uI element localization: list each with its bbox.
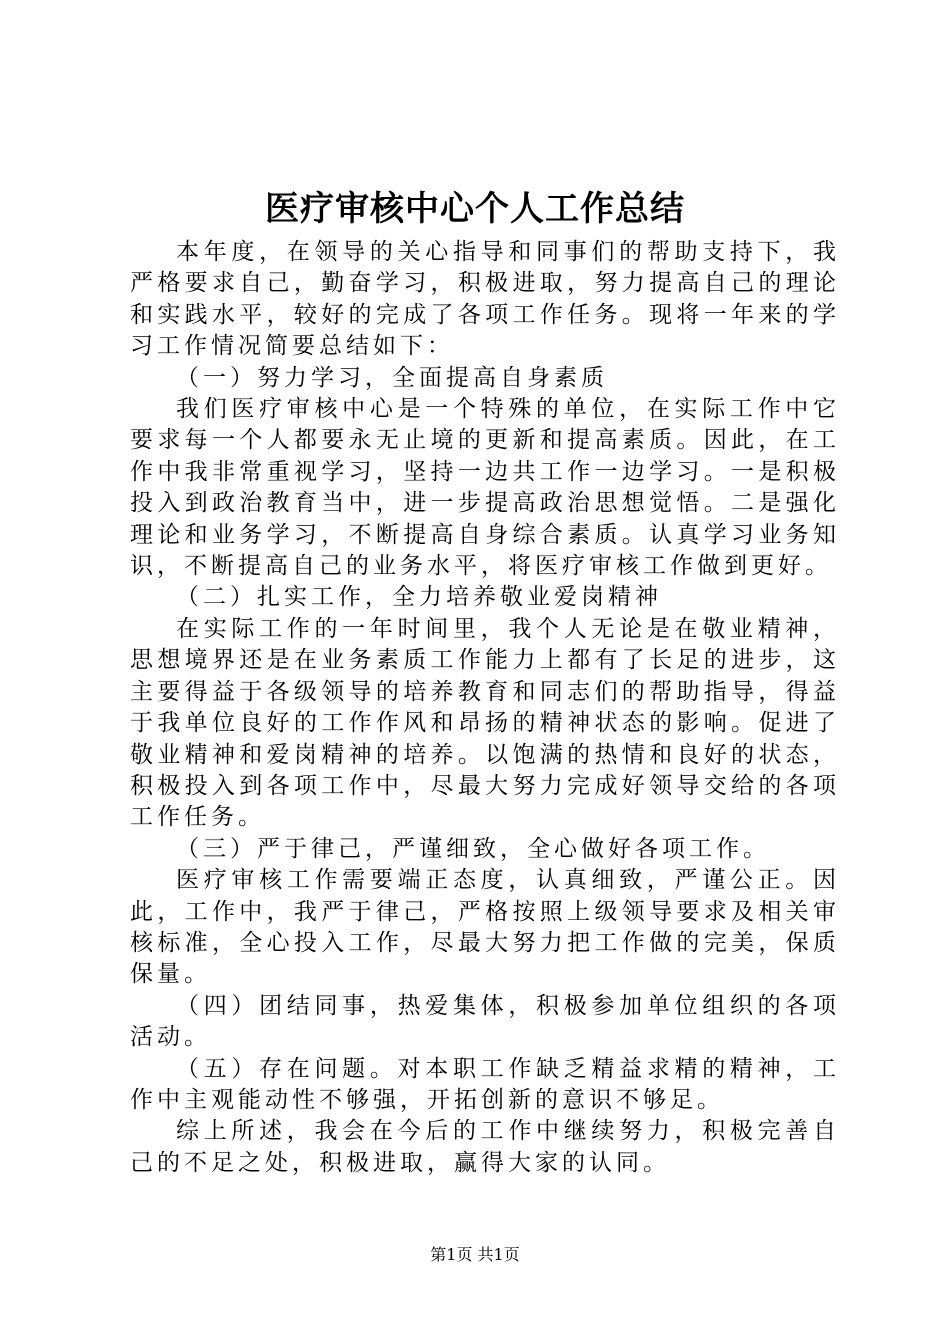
paragraph-conclusion: 综上所述，我会在今后的工作中继续努力，积极完善自己的不足之处，积极进取，赢得大家的认同。 <box>130 1118 840 1176</box>
document-body <box>130 237 840 1179</box>
section-heading-5: （五）存在问题。对本职工作缺乏精益求精的精神，工作中主观能动性不够强，开拓创新的意识不够足。 <box>130 1055 840 1113</box>
paragraph-intro: 本年度，在领导的关心指导和同事们的帮助支持下，我严格要求自己，勤奋学习，积极进取，努力提高自己的理论和实践水平，较好的完成了各项工作任务。现将一年来的学习工作情况简要总结如下： <box>130 239 840 360</box>
section-heading-1: （一）努力学习，全面提高自身素质 <box>176 364 608 391</box>
paragraph-section-2: 在实际工作的一年时间里，我个人无论是在敬业精神，思想境界还是在业务素质工作能力上都有了长足的进步，这主要得益于各级领导的培养教育和同志们的帮助指导，得益于我单位良好的工作作风和昂扬的精神状态的影响。促进了敬业精神和爱岗精神的培养。以饱满的热情和良好的状态，积极投入到各项工作中，尽最大努力完成好领导交给的各项工作任务。 <box>130 615 840 831</box>
section-heading-3: （三）严于律己，严谨细致，全心做好各项工作。 <box>176 835 770 862</box>
paragraph-section-1: 我们医疗审核中心是一个特殊的单位，在实际工作中它要求每一个人都要永无止境的更新和提高素质。因此，在工作中我非常重视学习，坚持一边共工作一边学习。一是积极投入到政治教育当中，进一步提高政治思想觉悟。二是强化理论和业务学习，不断提高自身综合素质。认真学习业务知识，不断提高自己的业务水平，将医疗审核工作做到更好。 <box>130 396 840 580</box>
section-heading-2: （二）扎实工作，全力培养敬业爱岗精神 <box>176 584 662 611</box>
document-title: 医疗审核中心个人工作总结 <box>265 189 685 229</box>
paragraph-section-3: 医疗审核工作需要端正态度，认真细致，严谨公正。因此，工作中，我严于律己，严格按照上级领导要求及相关审核标准，全心投入工作，尽最大努力把工作做的完美，保质保量。 <box>130 867 840 988</box>
section-heading-4: （四）团结同事，热爱集体，积极参加单位组织的各项活动。 <box>130 992 840 1051</box>
page-footer: 第1页 共1页 <box>430 1245 520 1264</box>
